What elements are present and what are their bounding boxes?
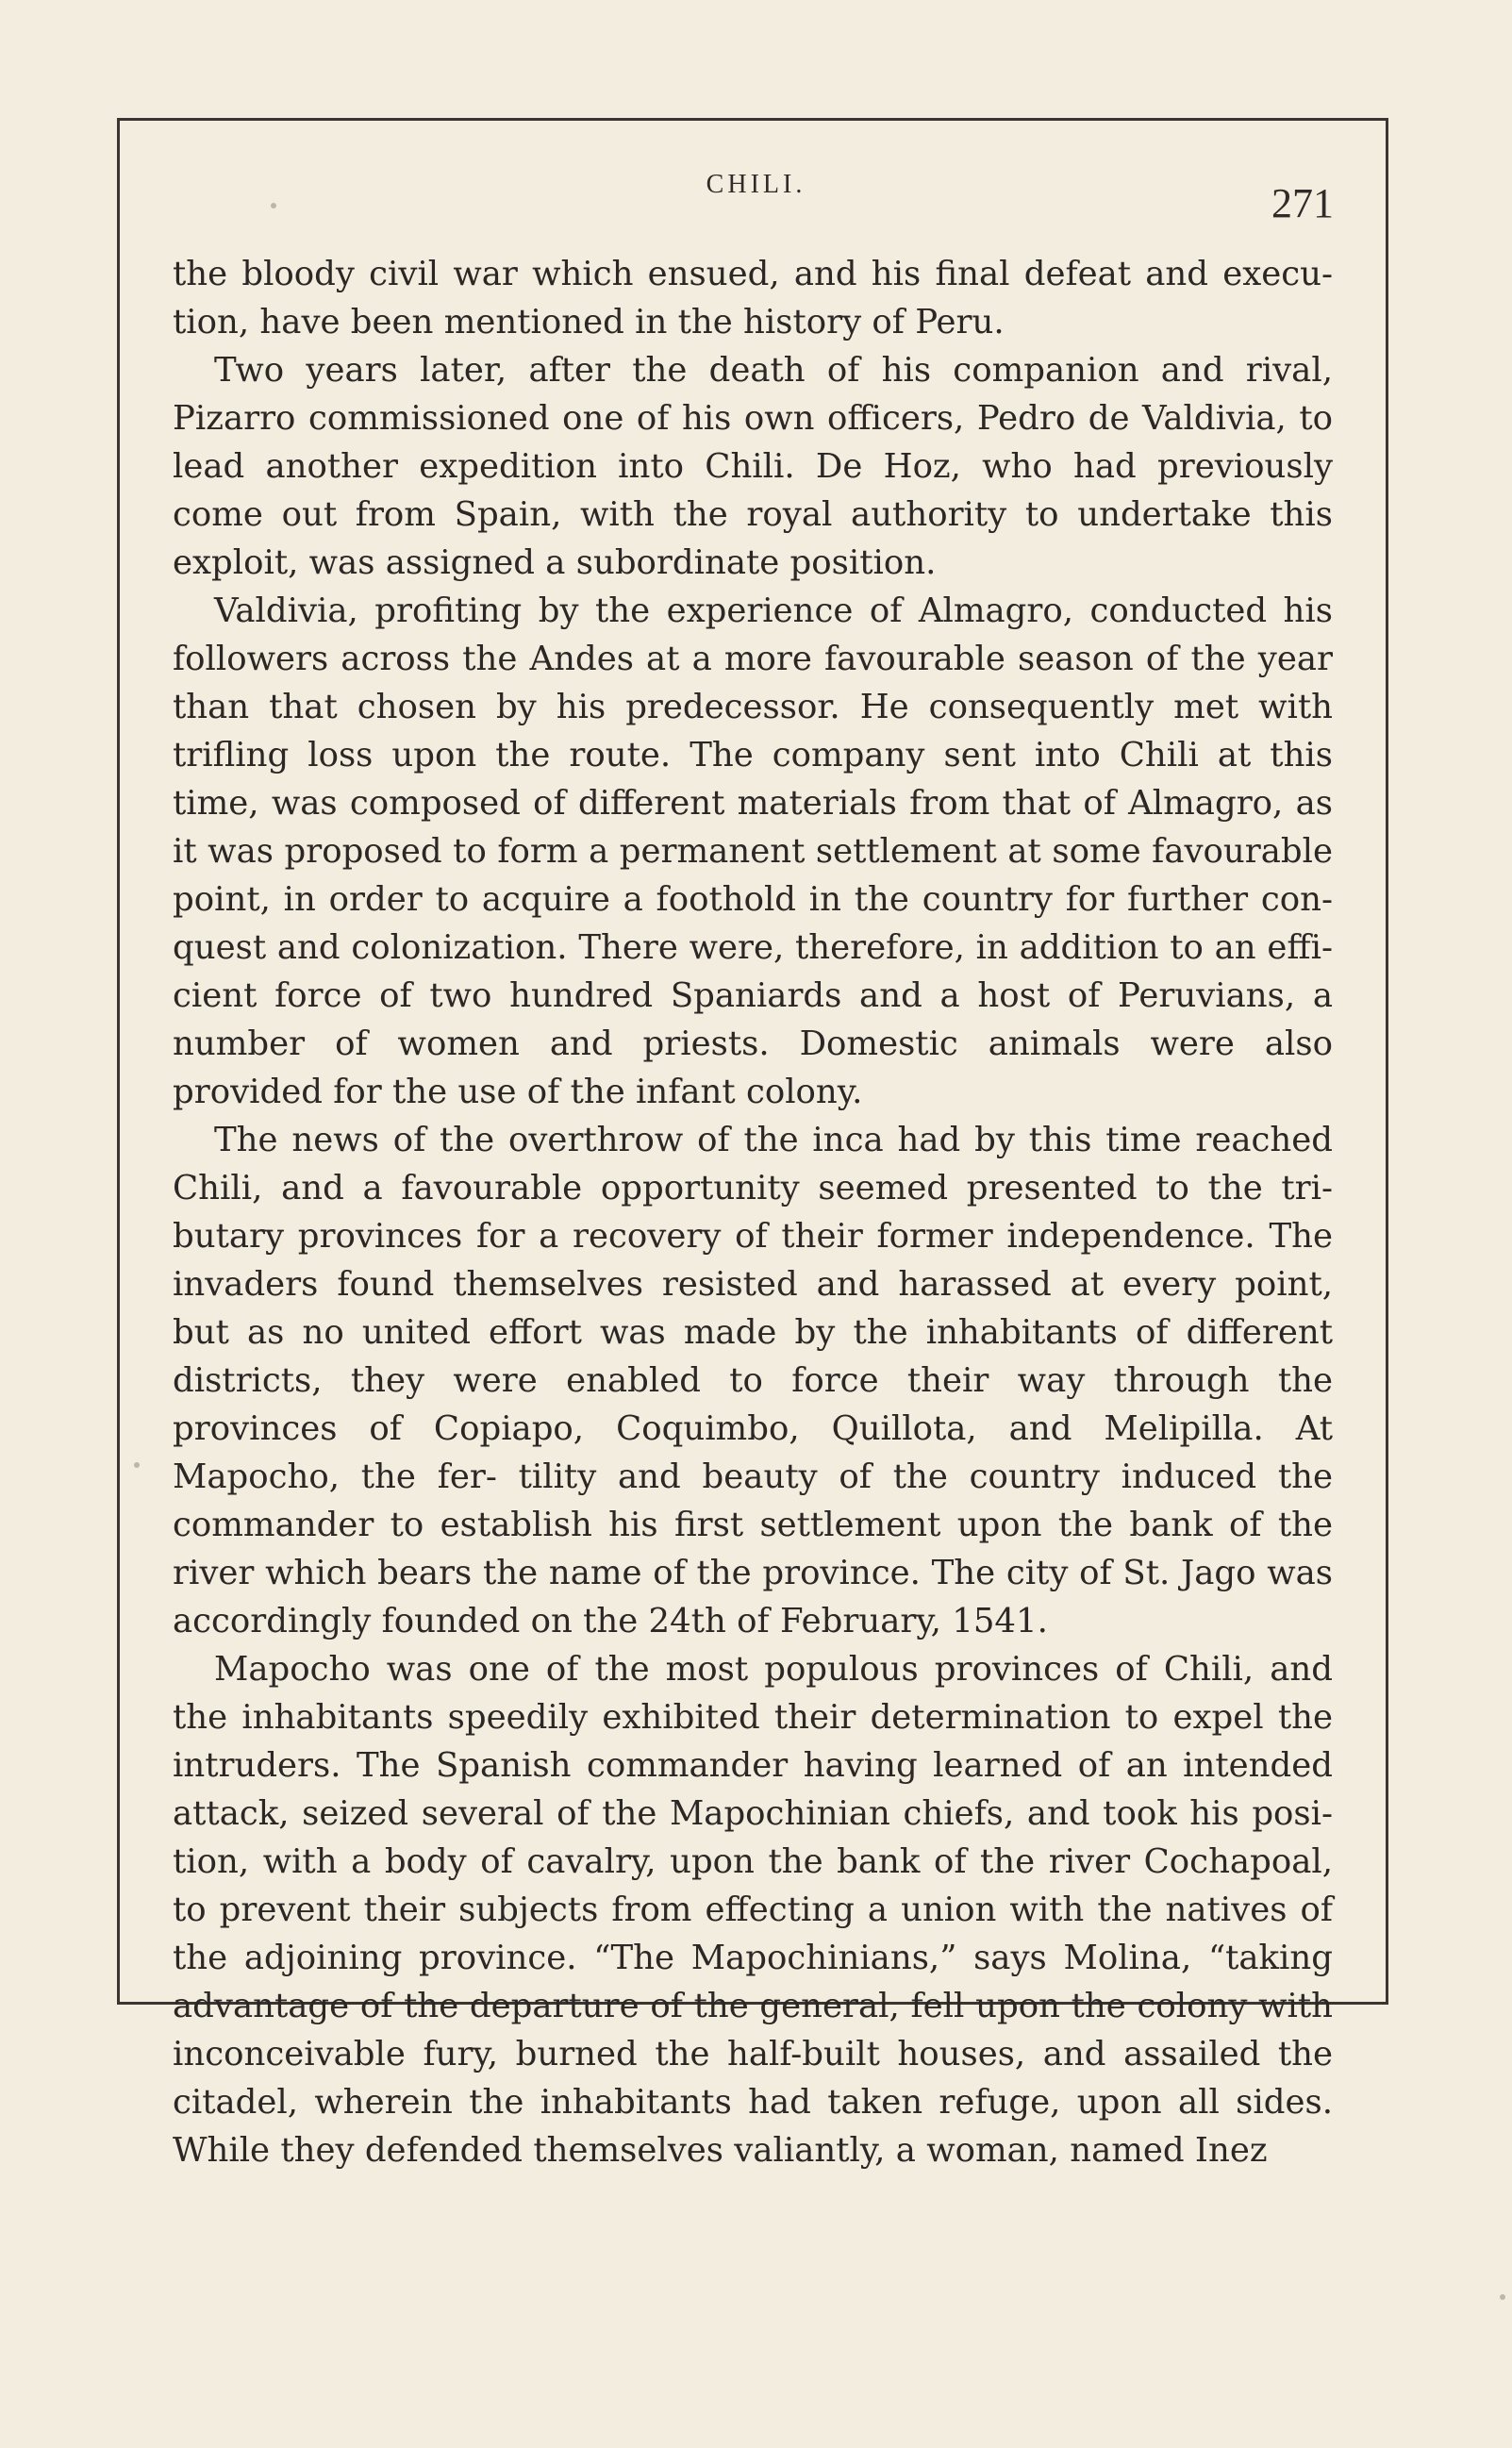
paragraph-5: Mapocho was one of the most populous provinces of Chili, and the inhabitants speedily exhibited their determination to expel the intruders. The Spanish commander having learned of an intended attack, seized several of the Mapochinian chiefs, and took his posi- tion, with a body of cavalry, upon the bank of the river Cochapoal, to prevent their subjects from effecting a union with the natives of the adjoining province. “The Mapochinians,” says Molina, “taking advantage of the departure of the general, fell upon the colony with inconceivable fury, burned the half-built houses, and assailed the citadel, wherein the inhabitants had taken refuge, upon all sides. While they defended themselves valiantly, a woman, named Inez: [173, 1650, 1333, 2170]
paper-speck: [134, 1462, 140, 1468]
body-text: [173, 250, 1333, 2174]
paragraph-2: Two years later, after the death of his companion and rival, Pizarro commissioned one of his own officers, Pedro de Valdivia, to lead another expedition into Chili. De Hoz, who had previously come out from Spain, with the royal authority to undertake this exploit, was assigned a subordinate position.: [173, 351, 1333, 582]
paper-speck: [271, 203, 276, 208]
paragraph-1: the bloody civil war which ensued, and his final defeat and execu- tion, have been mentioned in the history of Peru.: [173, 255, 1333, 341]
running-title: CHILI.: [706, 170, 806, 199]
page-number: 271: [1271, 180, 1334, 226]
paper-speck: [1500, 2294, 1505, 2300]
paragraph-3: Valdivia, profiting by the experience of Almagro, conducted his followers across the Andes at a more favourable season of the year than that chosen by his predecessor. He consequently met with trifling loss upon the route. The company sent into Chili at this time, was composed of different materials from that of Almagro, as it was proposed to form a permanent settlement at some favourable point, in order to acquire a foothold in the country for further con- quest and colonization. There were, therefore, in addition to an effi- cient force of two hundred Spaniards and a host of Peruvians, a number of women and priests. Domestic animals were also provided for the use of the infant colony.: [173, 591, 1333, 1111]
paragraph-4: The news of the overthrow of the inca had by this time reached Chili, and a favourable opportunity seemed presented to the tri- butary provinces for a recovery of their former independence. The invaders found themselves resisted and harassed at every point, but as no united effort was made by the inhabitants of different districts, they were enabled to force their way through the provinces of Copiapo, Coquimbo, Quillota, and Melipilla. At Mapocho, the fer- tility and beauty of the country induced the commander to establish his first settlement upon the bank of the river which bears the name of the province. The city of St. Jago was accordingly founded on the 24th of February, 1541.: [173, 1121, 1333, 1640]
